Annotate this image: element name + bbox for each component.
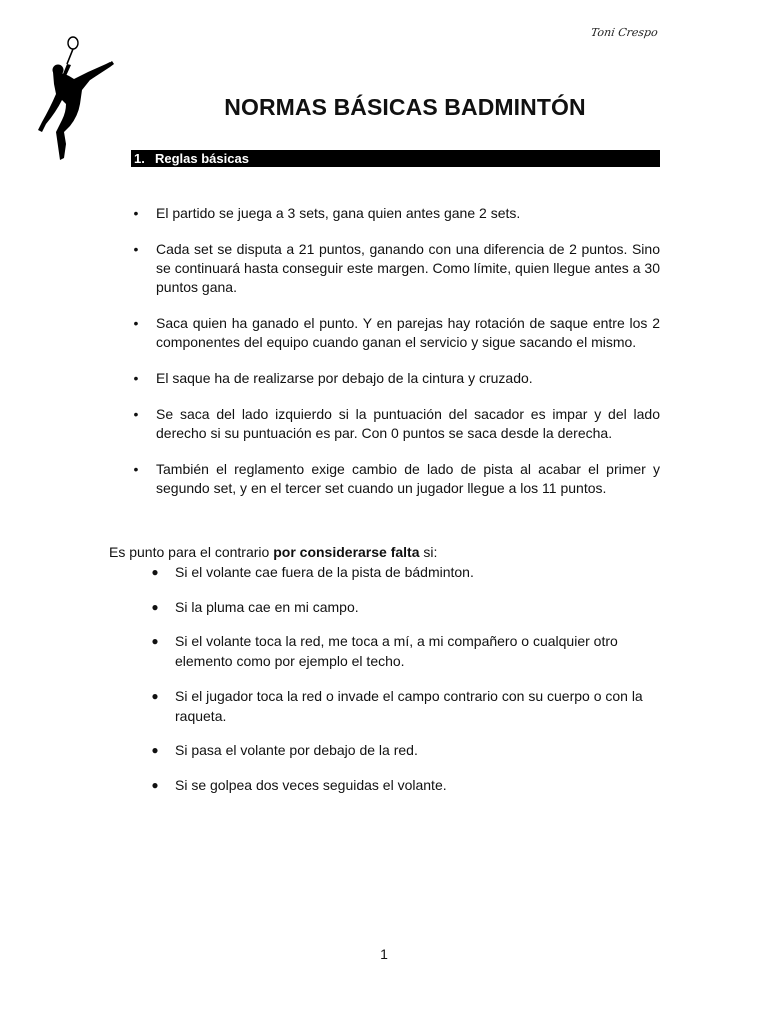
rule-text: También el reglamento exige cambio de lado de pista al acabar el primer y segundo set, y en el tercer set cuando un jugador llegue a los 11 puntos. — [156, 461, 660, 496]
rule-text: Saca quien ha ganado el punto. Y en parejas hay rotación de saque entre los 2 componentes del equipo cuando ganan el servicio y sigue sacando el mismo. — [156, 315, 660, 350]
bullet-icon: • — [133, 315, 139, 331]
section-label: Reglas básicas — [155, 151, 249, 166]
fault-text: Si se golpea dos veces seguidas el volante. — [175, 776, 447, 793]
fault-text: Si pasa el volante por debajo de la red. — [175, 742, 418, 758]
rule-item — [131, 314, 660, 352]
intro-text: Es punto para el contrario — [109, 544, 274, 560]
fault-item — [150, 631, 650, 671]
rule-item — [131, 405, 660, 443]
rule-text: El saque ha de realizarse por debajo de la cintura y cruzado. — [156, 370, 533, 386]
fault-text: Si el volante cae fuera de la pista de bádminton. — [175, 564, 474, 580]
fault-text: Si el jugador toca la red o invade el campo contrario con su cuerpo o con la raqueta. — [175, 687, 643, 724]
section-heading — [131, 150, 660, 167]
fault-item — [150, 740, 650, 760]
fault-text: Si el volante toca la red, me toca a mí, a mi compañero o cualquier otro elemento como por ejemplo el techo. — [175, 633, 618, 669]
rule-item — [131, 204, 660, 223]
faults-list — [150, 562, 650, 809]
fault-item — [150, 686, 650, 726]
fault-item — [150, 775, 650, 795]
section-number: 1. — [134, 151, 145, 166]
intro-bold-text: por considerarse falta — [273, 544, 420, 560]
bullet-icon: ● — [151, 777, 159, 792]
intro-suffix: si: — [419, 544, 438, 560]
page-number: 1 — [380, 946, 388, 962]
rule-item — [131, 460, 660, 498]
bullet-icon: ● — [151, 634, 159, 648]
rules-list — [131, 204, 660, 515]
rule-text: El partido se juega a 3 sets, gana quien antes gane 2 sets. — [156, 205, 521, 221]
bullet-icon: ● — [151, 565, 159, 579]
bullet-icon: ● — [151, 688, 159, 703]
document-title: NORMAS BÁSICAS BADMINTÓN — [224, 94, 586, 120]
author-signature: Toni Crespo — [590, 26, 659, 39]
rule-item — [131, 369, 660, 388]
fault-item — [150, 562, 650, 582]
rule-item — [131, 240, 660, 297]
bullet-icon: ● — [151, 599, 159, 614]
rule-text: Cada set se disputa a 21 puntos, ganando con una diferencia de 2 puntos. Sino se continuará hasta conseguir este margen. Como límite, quien llegue antes a 30 puntos gana. — [156, 241, 660, 295]
bullet-icon: • — [133, 461, 139, 477]
bullet-icon: • — [133, 406, 139, 422]
bullet-icon: • — [133, 205, 139, 221]
rule-text: Se saca del lado izquierdo si la puntuación del sacador es impar y del lado derecho si su puntuación es par. Con 0 puntos se saca desde la derecha. — [156, 406, 660, 441]
fault-intro — [109, 543, 669, 562]
bullet-icon: • — [133, 370, 139, 386]
fault-text: Si la pluma cae en mi campo. — [175, 598, 359, 615]
bullet-icon: • — [133, 241, 139, 257]
fault-item — [150, 597, 650, 617]
badminton-player-icon — [36, 34, 136, 166]
bullet-icon: ● — [151, 743, 159, 757]
